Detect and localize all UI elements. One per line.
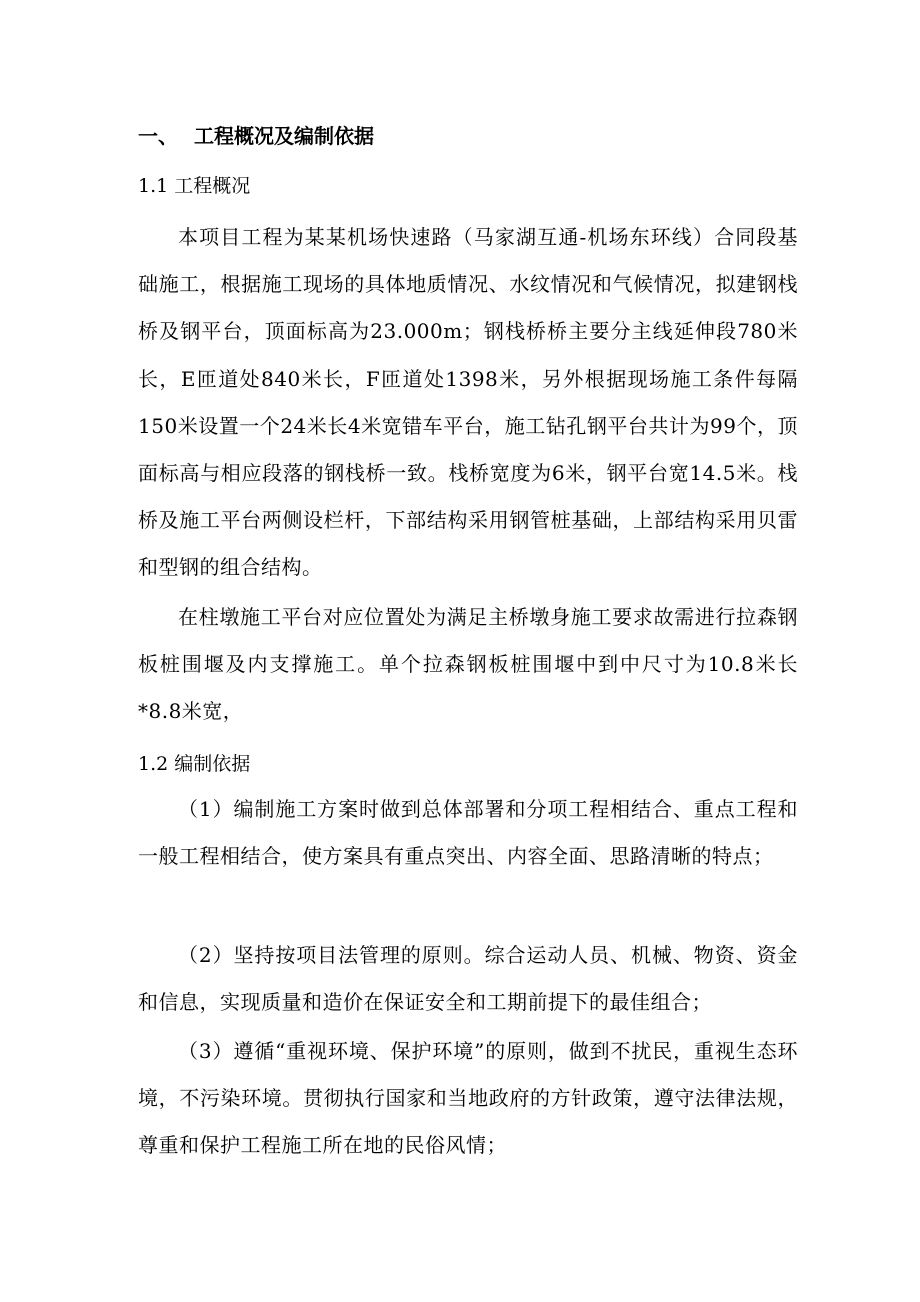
paragraph-basis-1: （1）编制施工方案时做到总体部署和分项工程相结合、重点工程和一般工程相结合，使方案具有重点突出、内容全面、思路清晰的特点； [138, 797, 798, 869]
subsection-title-1-2: 1.2 编制依据 [138, 753, 251, 775]
subsection-title-1-1: 1.1 工程概况 [138, 175, 251, 197]
paragraph-cofferdam: 在柱墩施工平台对应位置处为满足主桥墩身施工要求故需进行拉森钢板桩围堰及内支撑施工。单个拉森钢板桩围堰中到中尺寸为10.8米长*8.8米宽， [138, 605, 798, 724]
paragraph-project-overview: 本项目工程为某某机场快速路（马家湖互通-机场东环线）合同段基础施工，根据施工现场的具体地质情况、水纹情况和气候情况，拟建钢栈桥及钢平台，顶面标高为23.000m；钢栈桥桥主要分主线延伸段780米长，E匝道处840米长，F匝道处1398米，另外根据现场施工条件每隔150米设置一个24米长4米宽错车平台，施工钻孔钢平台共计为99个，顶面标高与相应段落的钢栈桥一致。栈桥宽度为6米，钢平台宽14.5米。栈桥及施工平台两侧设栏杆，下部结构采用钢管桩基础，上部结构采用贝雷和型钢的组合结构。 [138, 225, 798, 580]
paragraph-basis-2: （2）坚持按项目法管理的原则。综合运动人员、机械、物资、资金和信息，实现质量和造价在保证安全和工期前提下的最佳组合； [138, 943, 798, 1015]
section-heading [138, 122, 374, 150]
paragraph-basis-3: （3）遵循“重视环境、保护环境”的原则，做到不扰民，重视生态环境，不污染环境。贯彻执行国家和当地政府的方针政策，遵守法律法规，尊重和保护工程施工所在地的民俗风情； [138, 1039, 798, 1158]
heading-title: 工程概况及编制依据 [194, 124, 374, 148]
heading-number: 一、 [138, 124, 178, 148]
